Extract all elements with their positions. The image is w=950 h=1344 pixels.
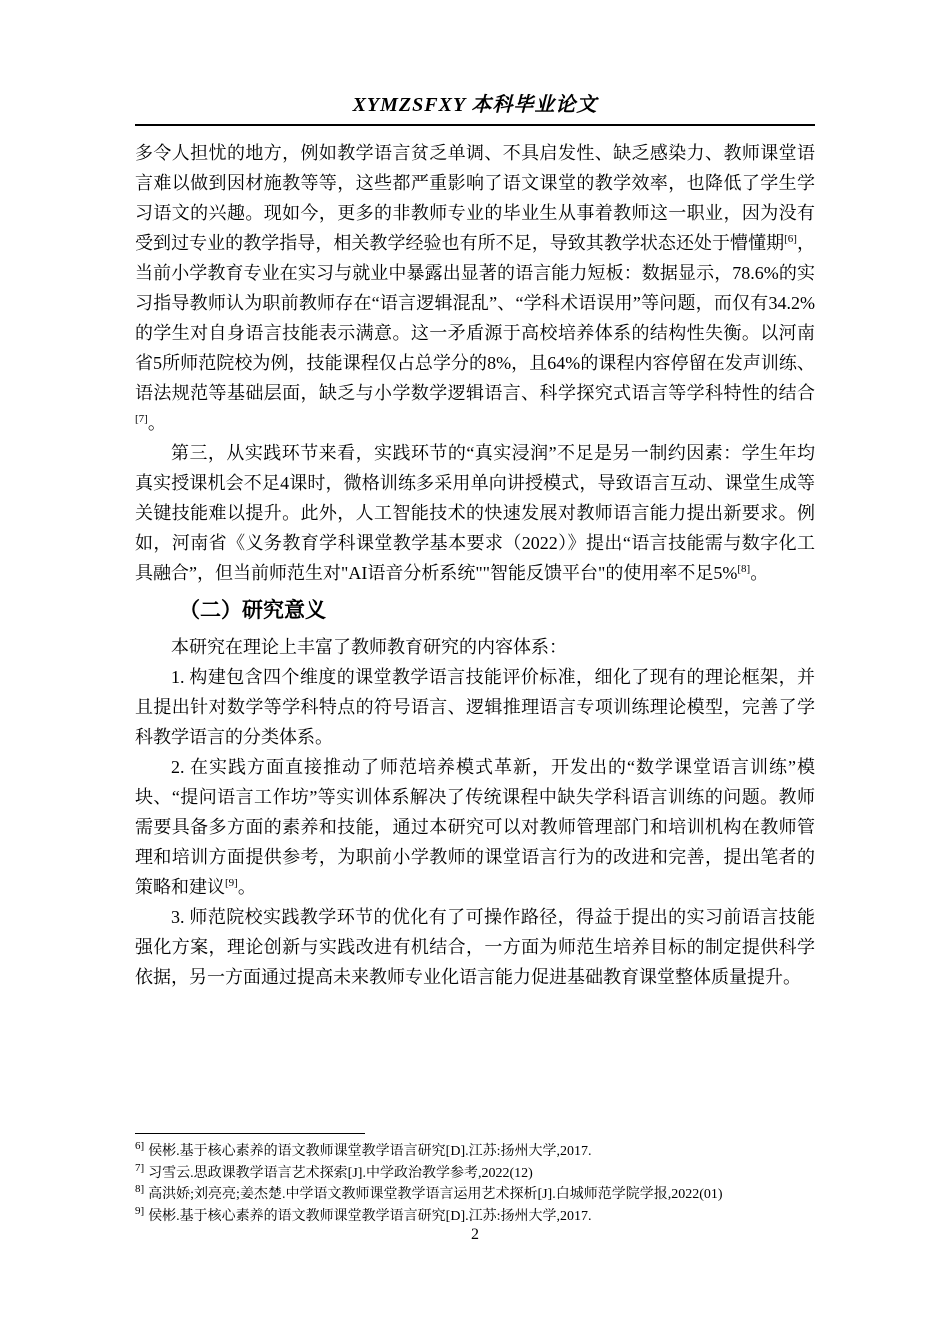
footnote-text: 侯彬.基于核心素养的语文教师课堂教学语言研究[D].江苏:扬州大学,2017.	[148, 1144, 592, 1159]
page-number: 2	[471, 1226, 479, 1243]
text-run: 本研究在理论上丰富了教师教育研究的内容体系：	[171, 637, 567, 657]
footnote-marker: 8]	[135, 1183, 145, 1196]
footnote-text: 侯彬.基于核心素养的语文教师课堂教学语言研究[D].江苏:扬州大学,2017.	[148, 1208, 592, 1224]
paragraph	[135, 902, 815, 992]
footnote-ref: [6]	[784, 233, 797, 245]
paragraph	[135, 752, 815, 902]
text-run: 2. 在实践方面直接推动了师范培养模式革新，开发出的“数学课堂语言训练”模块、“提问语言工作坊”等实训体系解决了传统课程中缺失学科语言训练的问题。教师需要具备多方面的素养和技能，通过本研究可以对教师管理部门和培训机构在教师管理和培训方面提供参考，为职前小学教师的课堂语言行为的改进和完善，提出笔者的策略和建议	[135, 757, 815, 897]
footnote-item	[135, 1206, 815, 1228]
footnote-marker: 7]	[135, 1161, 145, 1174]
page-header	[135, 88, 815, 126]
text-run: 多令人担忧的地方，例如教学语言贫乏单调、不具启发性、缺乏感染力、教师课堂语言难以做到因材施教等等，这些都严重影响了语文课堂的教学效率，也降低了学生学习语文的兴趣。现如今，更多的非教师专业的毕业生从事着教师这一职业，因为没有受到过专业的教学指导，相关教学经验也有所不足，导致其教学状态还处于懵懂期	[135, 143, 815, 253]
text-run: 。	[147, 413, 166, 433]
header-title: XYMZSFXY 本科毕业论文	[352, 94, 598, 116]
footnote-marker: 9]	[135, 1204, 145, 1217]
text-run: 1. 构建包含四个维度的课堂教学语言技能评价标准，细化了现有的理论框架，并且提出针对数学等学科特点的符号语言、逻辑推理语言专项训练理论模型，完善了学科教学语言的分类体系。	[135, 667, 815, 747]
footnote-item	[135, 1184, 815, 1206]
text-run: 第三，从实践环节来看，实践环节的“真实浸润”不足是另一制约因素：学生年均真实授课机会不足4课时，微格训练多采用单向讲授模式，导致语言互动、课堂生成等关键技能难以提升。此外，人工智能技术的快速发展对教师语言能力提出新要求。例如，河南省《义务教育学科课堂教学基本要求（2022）》提出“语言技能需与数字化工具融合”，但当前师范生对"AI语音分析系统""智能反馈平台"的使用率不足5%	[135, 443, 815, 583]
section-heading: （二）研究意义	[179, 599, 326, 622]
footnote-ref: [9]	[225, 877, 238, 889]
paragraph	[135, 138, 815, 438]
footnote-ref: [7]	[135, 413, 148, 425]
footnote-separator	[135, 1133, 365, 1134]
paragraph	[135, 632, 815, 662]
footnote-item	[135, 1163, 815, 1185]
text-run: 。	[237, 877, 256, 897]
footnote-ref: [8]	[737, 563, 751, 575]
text-run: 。	[750, 563, 769, 583]
footnote-list	[135, 1141, 815, 1227]
paragraph	[135, 662, 815, 752]
text-run: ，当前小学教育专业在实习与就业中暴露出显著的语言能力短板：数据显示，78.6%的实习指导教师认为职前教师存在“语言逻辑混乱”、“学科术语误用”等问题，而仅有34.2%的学生对自身语言技能表示满意。这一矛盾源于高校培养体系的结构性失衡。以河南省5所师范院校为例，技能课程仅占总学分的8%，且64%的课程内容停留在发声训练、语法规范等基础层面，缺乏与小学数学逻辑语言、科学探究式语言等学科特性的结合	[135, 233, 816, 403]
footnote-item	[135, 1141, 815, 1163]
footnote-text: 高洪娇;刘亮亮;姜杰楚.中学语文教师课堂教学语言运用艺术探析[J].白城师范学院学报,2022(01)	[148, 1187, 723, 1202]
footnotes-section	[135, 1133, 815, 1227]
footnote-marker: 6]	[135, 1140, 145, 1153]
text-run: 3. 师范院校实践教学环节的优化有了可操作路径，得益于提出的实习前语言技能强化方案，理论创新与实践改进有机结合，一方面为师范生培养目标的制定提供科学依据，另一方面通过提高未来教师专业化语言能力促进基础教育课堂整体质量提升。	[135, 907, 815, 987]
paragraph	[135, 438, 815, 588]
document-body	[135, 138, 815, 992]
footnote-text: 习雪云.思政课教学语言艺术探索[J].中学政治教学参考,2022(12)	[148, 1165, 533, 1181]
